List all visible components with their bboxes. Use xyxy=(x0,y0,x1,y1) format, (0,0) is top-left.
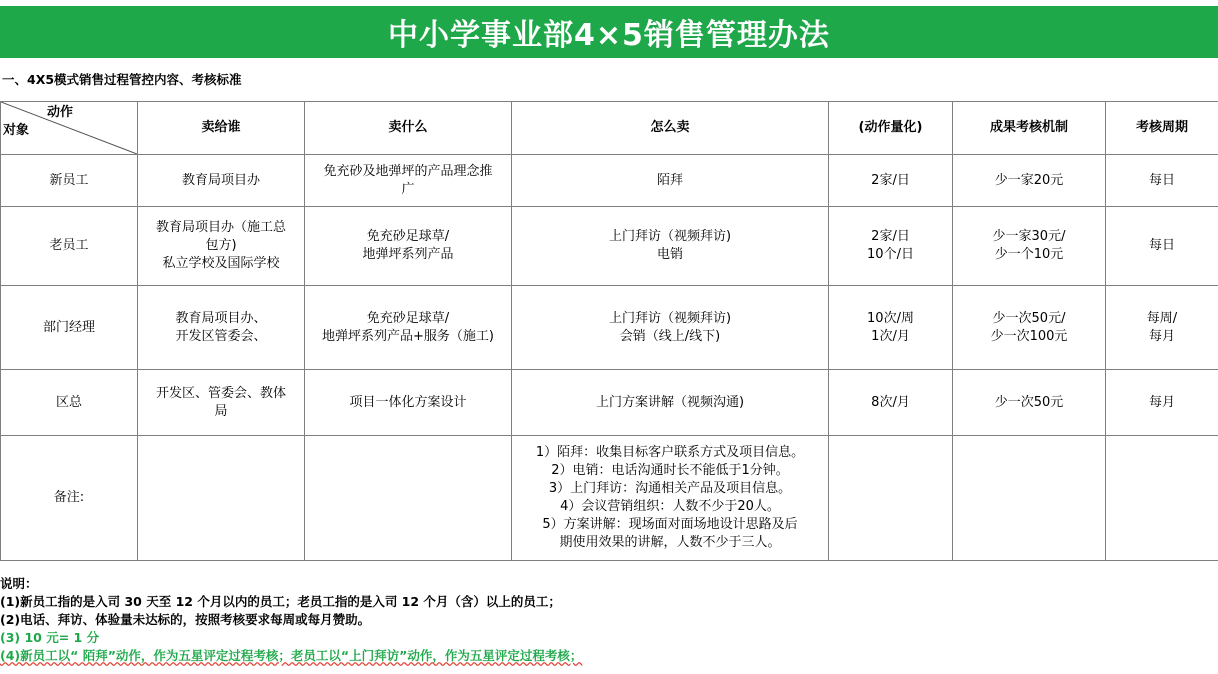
row-object-cell: 新员工 xyxy=(1,155,138,207)
header-quantity: (动作量化) xyxy=(829,102,953,155)
row-how-cell xyxy=(512,370,829,436)
explanation-line-2: (2)电话、拜访、体验量未达标的，按照考核要求每周或每月赞助。 xyxy=(0,612,371,627)
row-to-whom-line: 教育局项目办（施工总 xyxy=(155,220,286,235)
row-what-line: 地弹坪系列产品 xyxy=(362,247,454,262)
row-how-line: 上门拜访（视频拜访) xyxy=(608,310,732,326)
row-how-line: 电销 xyxy=(656,247,683,262)
row-how-line: 会销（线上/线下) xyxy=(619,328,721,344)
row-mechanism-cell xyxy=(953,286,1106,370)
row-quantity-cell xyxy=(829,155,953,207)
note-line: 2）电销：电话沟通时长不能低于1分钟。 xyxy=(551,463,789,478)
row-quantity-cell xyxy=(829,370,953,436)
row-how-line: 上门拜访（视频拜访) xyxy=(608,229,732,244)
header-period: 考核周期 xyxy=(1106,102,1218,155)
row-to-whom-cell xyxy=(138,370,305,436)
row-quantity-line: 1次/月 xyxy=(871,328,910,344)
table-row xyxy=(1,207,1218,286)
note-line: 5）方案讲解：现场面对面场地设计思路及后 xyxy=(542,517,798,532)
header-mechanism: 成果考核机制 xyxy=(953,102,1106,155)
notes-empty-cell xyxy=(829,436,953,561)
row-object-cell: 区总 xyxy=(1,370,138,436)
note-line: 3）上门拜访：沟通相关产品及项目信息。 xyxy=(548,481,792,496)
notes-label: 备注: xyxy=(1,436,138,561)
row-how-line: 上门方案讲解（视频沟通) xyxy=(595,394,745,410)
explanation-block xyxy=(0,575,582,665)
row-to-whom-cell xyxy=(138,286,305,370)
row-mechanism-line: 少一家20元 xyxy=(994,172,1064,188)
table-row xyxy=(1,286,1218,370)
row-to-whom-cell xyxy=(138,155,305,207)
notes-empty-cell xyxy=(138,436,305,561)
section-subtitle: 一、4X5模式销售过程管控内容、考核标准 xyxy=(2,72,242,87)
row-period-cell xyxy=(1106,370,1218,436)
header-how: 怎么卖 xyxy=(512,102,829,155)
row-period-cell xyxy=(1106,207,1218,286)
row-mechanism-cell xyxy=(953,207,1106,286)
row-to-whom-line: 开发区、管委会、教体 xyxy=(155,385,286,401)
row-period-line: 每月 xyxy=(1148,328,1175,344)
table-row xyxy=(1,155,1218,207)
explanation-heading: 说明： xyxy=(0,576,38,591)
row-to-whom-line: 教育局项目办、 xyxy=(175,310,267,326)
explanation-line-3: (3) 10 元= 1 分 xyxy=(0,630,100,645)
row-how-line: 陌拜 xyxy=(656,172,683,188)
corner-action-label: 动作 xyxy=(46,105,73,120)
row-mechanism-line: 少一个10元 xyxy=(994,247,1064,262)
row-mechanism-line: 少一次100元 xyxy=(990,328,1068,344)
row-mechanism-line: 少一次50元/ xyxy=(992,310,1066,326)
row-period-line: 每日 xyxy=(1148,238,1175,253)
row-quantity-cell xyxy=(829,207,953,286)
row-quantity-line: 2家/日 xyxy=(871,229,910,244)
table-header-row xyxy=(1,102,1218,155)
row-object-cell: 老员工 xyxy=(1,207,138,286)
row-what-cell xyxy=(305,207,512,286)
row-quantity-line: 10次/周 xyxy=(867,310,914,326)
row-period-line: 每日 xyxy=(1148,172,1175,188)
row-mechanism-cell xyxy=(953,370,1106,436)
note-line: 4）会议营销组织：人数不少于20人。 xyxy=(560,499,780,514)
row-period-cell xyxy=(1106,286,1218,370)
notes-content xyxy=(512,436,829,561)
row-mechanism-line: 少一次50元 xyxy=(994,394,1064,410)
page-title: 中小学事业部4×5销售管理办法 xyxy=(0,6,1218,58)
row-how-cell xyxy=(512,155,829,207)
explanation-line-4: (4)新员工以“ 陌拜”动作，作为五星评定过程考核；老员工以“上门拜访”动作，作为五星评定过程考核； xyxy=(0,648,583,663)
row-to-whom-line: 开发区管委会、 xyxy=(175,328,267,344)
row-how-cell xyxy=(512,207,829,286)
row-to-whom-line: 包方) xyxy=(205,238,237,253)
row-period-line: 每月 xyxy=(1148,394,1175,410)
notes-row xyxy=(1,436,1218,561)
row-quantity-line: 10个/日 xyxy=(867,247,914,262)
row-to-whom-cell xyxy=(138,207,305,286)
row-period-line: 每周/ xyxy=(1146,310,1178,326)
explanation-line-1: (1)新员工指的是入司 30 天至 12 个月以内的员工；老员工指的是入司 12 个月（含）以上的员工； xyxy=(0,594,561,609)
row-period-cell xyxy=(1106,155,1218,207)
row-object-cell: 部门经理 xyxy=(1,286,138,370)
table-row xyxy=(1,370,1218,436)
header-to-whom: 卖给谁 xyxy=(138,102,305,155)
notes-empty-cell xyxy=(1106,436,1218,561)
row-to-whom-line: 私立学校及国际学校 xyxy=(162,256,280,271)
row-what-cell xyxy=(305,286,512,370)
row-what-line: 免充砂足球草/ xyxy=(366,310,450,326)
sales-management-table xyxy=(0,101,1218,561)
note-line: 期使用效果的讲解，人数不少于三人。 xyxy=(559,535,781,550)
row-quantity-line: 2家/日 xyxy=(871,172,910,188)
corner-object-label: 对象 xyxy=(3,123,30,138)
row-what-line: 项目一体化方案设计 xyxy=(349,394,467,410)
row-how-cell xyxy=(512,286,829,370)
corner-header-cell xyxy=(1,102,138,155)
row-what-cell xyxy=(305,155,512,207)
row-what-line: 广 xyxy=(401,181,415,197)
row-to-whom-line: 局 xyxy=(214,403,228,419)
row-quantity-cell xyxy=(829,286,953,370)
row-mechanism-cell xyxy=(953,155,1106,207)
header-what: 卖什么 xyxy=(305,102,512,155)
row-to-whom-line: 教育局项目办 xyxy=(181,172,260,188)
row-what-line: 地弹坪系列产品+服务（施工) xyxy=(322,328,494,344)
row-what-line: 免充砂足球草/ xyxy=(366,229,450,244)
note-line: 1）陌拜：收集目标客户联系方式及项目信息。 xyxy=(535,445,805,460)
row-mechanism-line: 少一家30元/ xyxy=(992,229,1066,244)
row-quantity-line: 8次/月 xyxy=(871,394,910,410)
notes-empty-cell xyxy=(305,436,512,561)
row-what-cell xyxy=(305,370,512,436)
notes-empty-cell xyxy=(953,436,1106,561)
row-what-line: 免充砂及地弹坪的产品理念推 xyxy=(323,163,493,179)
